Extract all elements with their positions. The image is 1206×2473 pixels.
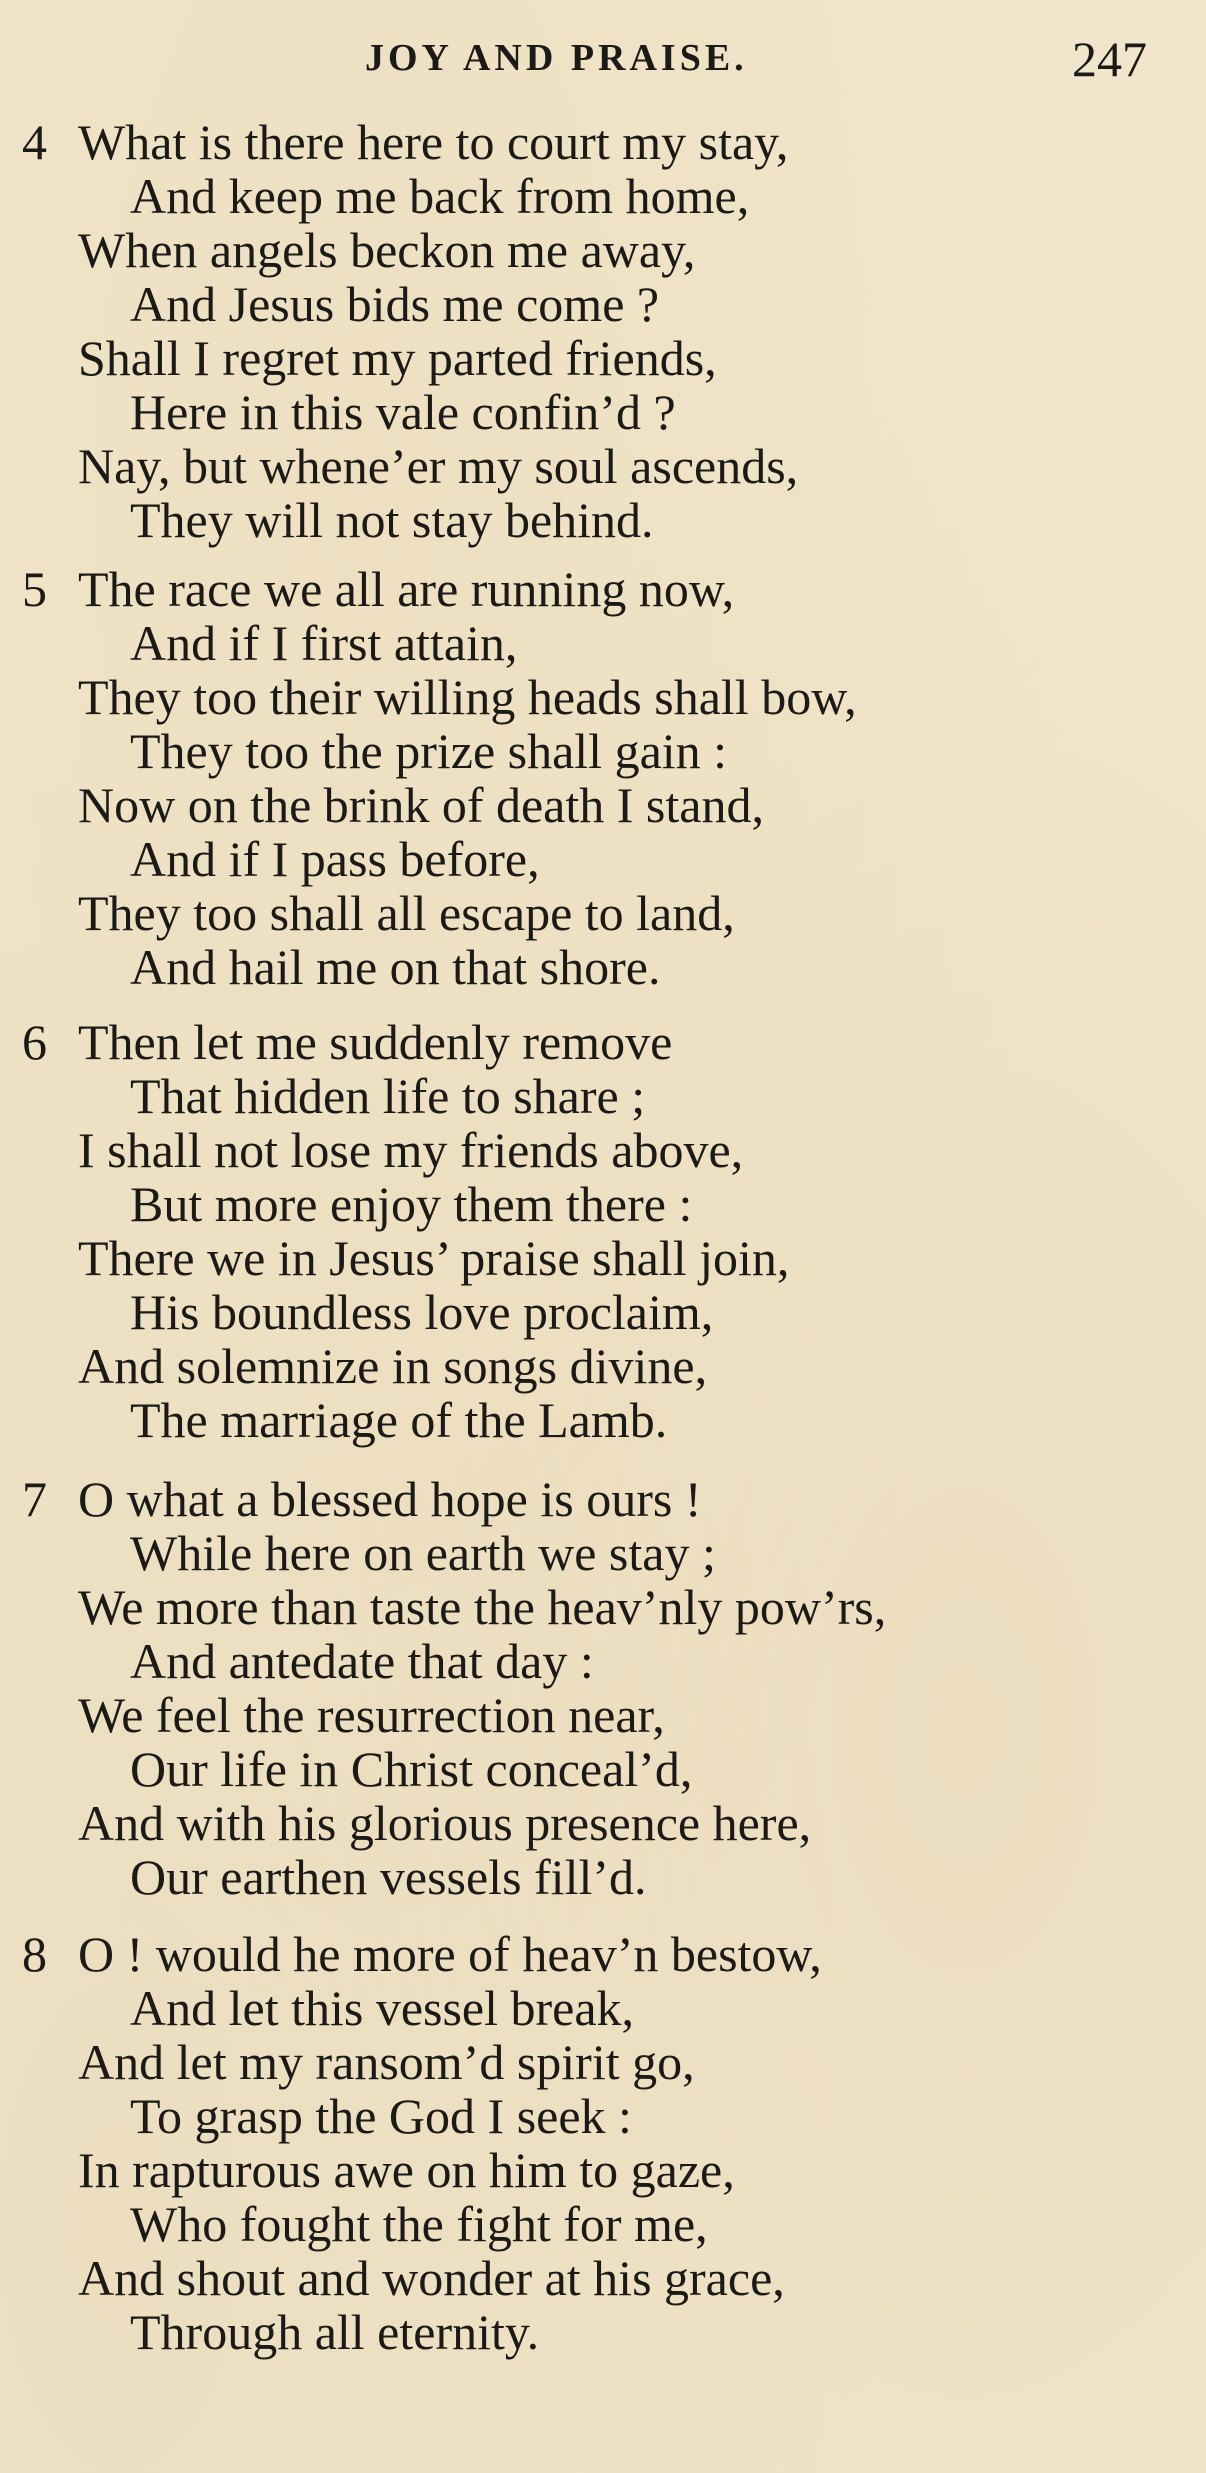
verse-line: Who fought the fight for me,	[130, 2196, 708, 2252]
verse-line: Here in this vale confin’d ?	[130, 384, 676, 440]
verse-line: In rapturous awe on him to gaze,	[78, 2142, 735, 2198]
stanza-number: 4	[22, 114, 47, 170]
stanza-number: 5	[22, 561, 47, 617]
verse-line: And solemnize in songs divine,	[78, 1338, 708, 1394]
page-header	[0, 30, 1206, 90]
verse-line: And hail me on that shore.	[130, 939, 661, 995]
verse-line: To grasp the God I seek :	[130, 2088, 632, 2144]
verse-line: While here on earth we stay ;	[130, 1525, 716, 1581]
verse-line: And let this vessel break,	[130, 1980, 635, 2036]
verse-line: I shall not lose my friends above,	[78, 1122, 744, 1178]
verse-line: And Jesus bids me come ?	[130, 276, 660, 332]
verse-line: And shout and wonder at his grace,	[78, 2250, 785, 2306]
verse-line: And if I pass before,	[130, 831, 540, 887]
verse-line: The marriage of the Lamb.	[130, 1392, 668, 1448]
verse-line: Our earthen vessels fill’d.	[130, 1849, 647, 1905]
verse-line: And if I first attain,	[130, 615, 518, 671]
verse-line: Now on the brink of death I stand,	[78, 777, 764, 833]
verse-line: And antedate that day :	[130, 1633, 594, 1689]
verse-line: Through all eternity.	[130, 2304, 540, 2360]
verse-line: That hidden life to share ;	[130, 1068, 646, 1124]
verse-line: The race we all are running now,	[78, 561, 735, 617]
verse-line: When angels beckon me away,	[78, 222, 696, 278]
verse-line: O what a blessed hope is ours !	[78, 1471, 702, 1527]
verse-line: And let my ransom’d spirit go,	[78, 2034, 695, 2090]
stanza-number: 6	[22, 1014, 47, 1070]
verse-line: Shall I regret my parted friends,	[78, 330, 717, 386]
verse-line: O ! would he more of heav’n bestow,	[78, 1926, 822, 1982]
stanza-number: 8	[22, 1926, 47, 1982]
verse-line: They too shall all escape to land,	[78, 885, 735, 941]
verse-line: Our life in Christ conceal’d,	[130, 1741, 693, 1797]
verse-line: But more enjoy them there :	[130, 1176, 693, 1232]
verse-line: Then let me suddenly remove	[78, 1014, 673, 1070]
running-head: JOY AND PRAISE.	[365, 37, 748, 79]
verse-line: And with his glorious presence here,	[78, 1795, 812, 1851]
verse-line: They too the prize shall gain :	[130, 723, 728, 779]
stanza-number: 7	[22, 1471, 47, 1527]
verse-line: Nay, but whene’er my soul ascends,	[78, 438, 799, 494]
verse-line: His boundless love proclaim,	[130, 1284, 714, 1340]
verse-line: And keep me back from home,	[130, 168, 750, 224]
verse-line: They too their willing heads shall bow,	[78, 669, 857, 725]
page-number: 247	[1072, 31, 1147, 87]
verse-line: We more than taste the heav’nly pow’rs,	[78, 1579, 887, 1635]
verse-line: We feel the resurrection near,	[78, 1687, 665, 1743]
verse-line: There we in Jesus’ praise shall join,	[78, 1230, 790, 1286]
verse-line: They will not stay behind.	[130, 492, 654, 548]
verse-line: What is there here to court my stay,	[78, 114, 789, 170]
